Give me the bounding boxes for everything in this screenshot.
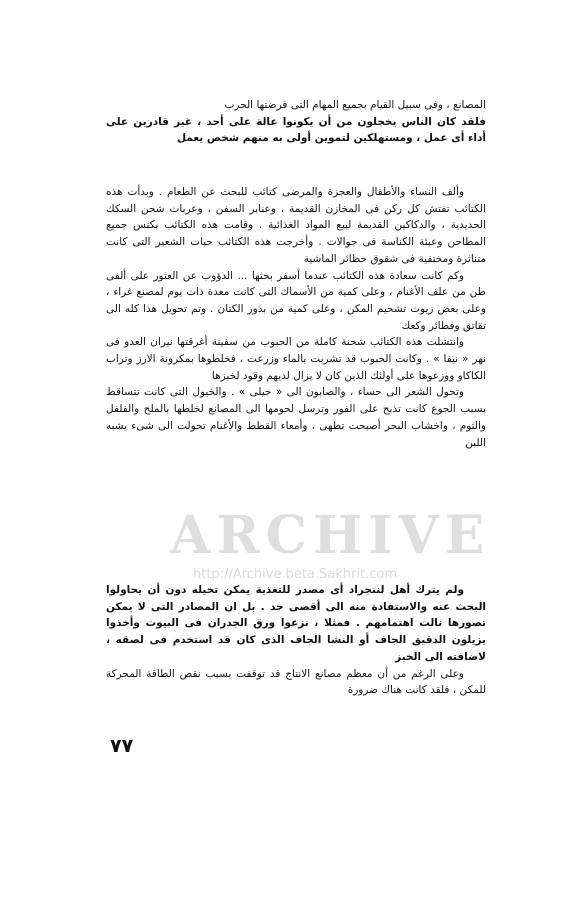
body-text-continued — [106, 184, 486, 451]
paragraph-8: وعلى الرغم من أن معظم مصانع الانتاج قد توقفت بسبب نقص الطاقة المحركة للمكن ، فلقد كانت هناك ضرورة — [106, 667, 486, 697]
body-text-bold-section — [106, 582, 486, 699]
watermark-url: http://Archive.beta.Sakhrit.com — [193, 567, 397, 582]
paragraph-1: المصانع ، وفى سبيل القيام بجميع المهام التى فرضتها الحرب — [224, 99, 486, 111]
watermark-word: ARCHIVE — [170, 505, 491, 566]
paragraph-2-bold: فلقد كان الناس يخجلون من أن يكونوا عالة على أحد ، غير قادرين على أداء أى عمل ، ومستهلكين لتموين أولى به منهم شخص يعمل — [106, 115, 486, 145]
paragraph-3: وألف النساء والأطفال والعجزة والمرضى كتائب للبحث عن الطعام . وبدأت هذه الكتائب تفتش كل ركن فى المخازن القديمة ، وعنابر السفن ، وعربات شحن السكك الحديدية ، والدكاكين القديمة لبيع المواد الغذائية . وقامت هذه الكتائب بكنس جميع المطاحن وعبئة الكناسة فى جوالات . وأخرجت هذه الكتائب حبات الشعير التى كانت متناثرة ومختفية فى شقوق حظائر الماشية — [106, 186, 486, 265]
paragraph-6: وتحول الشعر الى حساء ، والصابون الى « جيلى » . والخيول التى كانت تتساقط بسبب الجوع كانت تذبح على الفور وترسل لحومها الى المصانع لخلطها بالملح والفلفل والثوم ، واخشاب البحر أصبحت تطهى ، وأمعاء القطط والأغنام تحولت الى شىء يشبه اللبن — [106, 386, 486, 449]
paragraph-5: وانتشلت هذه الكتائب شحنة كاملة من الحبوب من سفينة أغرقتها نيران العدو فى نهر « نيفا » . وكانت الحبوب قد تشربت بالماء وزرعت ، فخلطوها بمكرونة الارز وتراب الكاكاو ووزعوها على أولئك الذين كان لا يزال لديهم وقود لخبزها — [106, 336, 486, 382]
paragraph-7-bold: ولم يترك أهل لننجراد أى مصدر للتغذية يمكن تخيله دون أن يحاولوا البحث عنه والاستفادة منه الى أقصى حد . بل ان المصادر التى لا يمكن تصورها نالت اهتمامهم . فمثلا ، نزعوا ورق الجدران فى البيوت وأخذوا يزيلون الدقيق الجاف أو النشا الجاف الذى كان قد استخدم فى لصقه ، لاضافته الى الخبز — [106, 584, 486, 663]
body-text — [106, 97, 486, 147]
page-number: ٧٧ — [110, 735, 134, 757]
paragraph-4: وكم كانت سعادة هذه الكتائب عندما أسفر بحثها ... الدؤوب عن العثور على ألفى طن من علف الأغنام ، وعلى كمية من الأسماك التى كانت معدة ذات يوم لمصنع غراء ، وعلى بعض زيوت تشحيم المكن ، وعلى كمية من بذور الكتان . وتم تحويل هذا كله الى تقاتق وفطائر وكعك — [106, 269, 486, 332]
